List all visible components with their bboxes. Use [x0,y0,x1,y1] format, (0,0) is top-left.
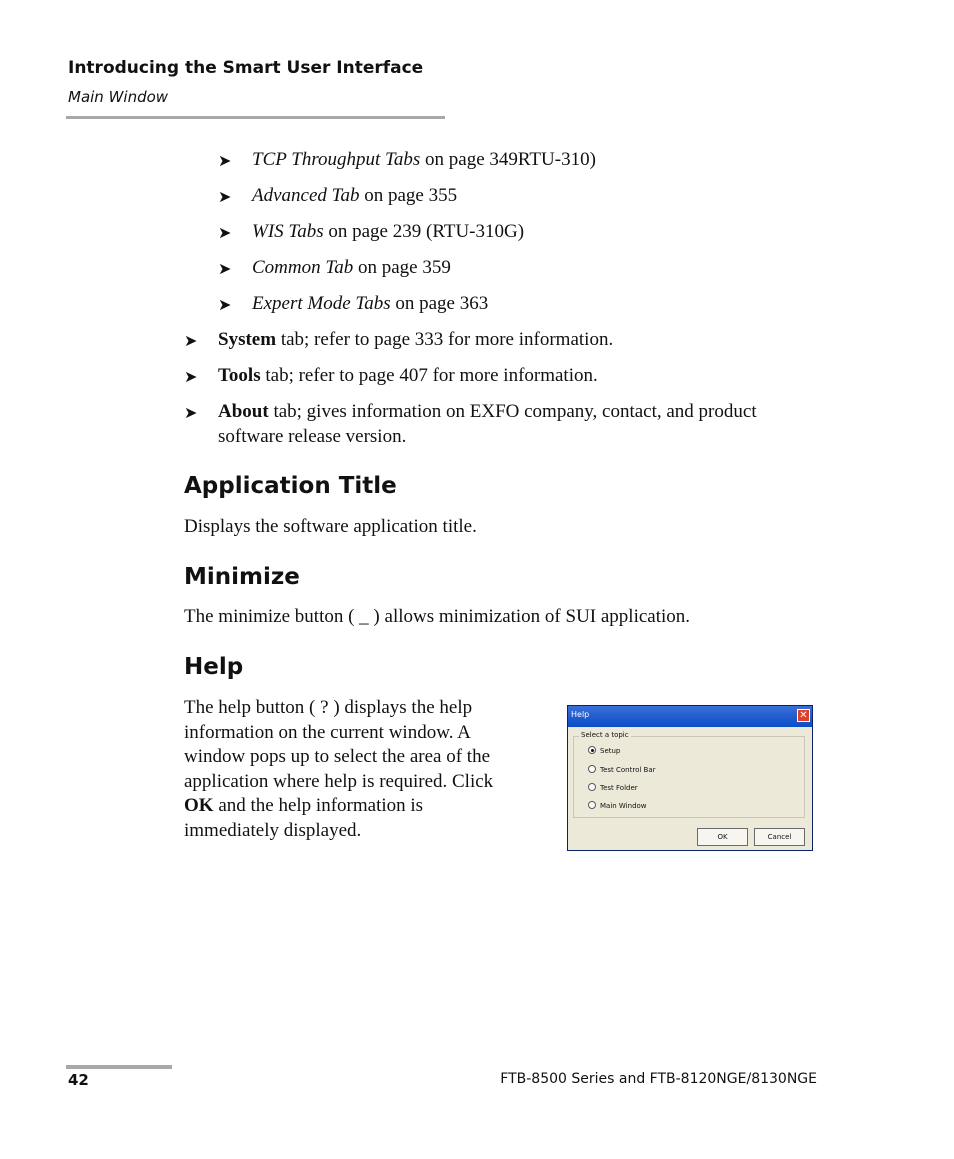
paragraph-line: information on the current window. A [184,721,471,743]
footer-rule [66,1065,172,1069]
list-item-text: tab; refer to page 333 for more information. [276,329,614,350]
bullet-arrow-icon: ➤ [218,151,232,170]
group-label: Select a topic [581,731,629,739]
paragraph-line: window pops up to select the area of the [184,746,491,768]
section-heading-application-title: Application Title [184,473,397,499]
help-paragraph [184,696,493,844]
radio-option-test-folder[interactable]: Test Folder [588,783,638,792]
bullet-arrow-icon: ➤ [184,331,198,350]
paragraph-line: The help button ( ? ) displays the help [184,697,473,718]
dialog-title: Help [571,710,590,719]
paragraph-line: immediately displayed. [184,819,362,841]
running-header-title: Introducing the Smart User Interface [68,58,424,78]
tab-name: Tools [218,365,261,386]
list-item-text: on page 359 [353,257,451,278]
section-body: The minimize button ( _ ) allows minimization of SUI application. [184,606,691,627]
paragraph-line: application where help is required. Click [184,770,494,792]
bullet-arrow-icon: ➤ [218,187,232,206]
list-item-text: on page 349RTU-310) [420,149,596,170]
list-item-text: tab; refer to page 407 for more information. [260,365,598,386]
radio-option-test-control-bar[interactable]: Test Control Bar [588,765,656,774]
xref-link[interactable]: WIS Tabs [252,221,324,242]
page-number: 42 [68,1071,89,1089]
list-item-text: on page 239 (RTU-310G) [323,221,525,242]
bullet-arrow-icon: ➤ [184,403,198,422]
xref-link[interactable]: Common Tab [252,257,354,278]
list-item-text: on page 355 [359,185,458,206]
dialog-titlebar [568,706,812,727]
cancel-button[interactable]: Cancel [754,828,805,846]
radio-selected-icon[interactable] [588,746,596,754]
bullet-arrow-icon: ➤ [218,295,232,314]
xref-link[interactable]: TCP Throughput Tabs [252,149,421,170]
help-dialog [567,705,813,851]
xref-link[interactable]: Expert Mode Tabs [252,293,391,314]
tab-name: About [218,401,269,422]
list-item-continuation: software release version. [218,426,407,447]
bullet-arrow-icon: ➤ [218,259,232,278]
radio-option-setup[interactable]: Setup [588,746,620,755]
paragraph-line: OK and the help information is [184,795,424,817]
ok-emphasis: OK [184,795,214,817]
topic-group [573,731,805,818]
tab-name: System [218,329,277,350]
ok-button[interactable]: OK [697,828,748,846]
radio-icon[interactable] [588,765,596,773]
section-heading-help: Help [184,654,244,680]
running-header-subtitle: Main Window [68,88,169,106]
radio-icon[interactable] [588,783,596,791]
bullet-arrow-icon: ➤ [184,367,198,386]
section-heading-minimize: Minimize [184,564,300,590]
xref-link[interactable]: Advanced Tab [252,185,360,206]
footer-product: FTB-8500 Series and FTB-8120NGE/8130NGE [500,1071,817,1087]
radio-icon[interactable] [588,801,596,809]
list-item-text: on page 363 [390,293,489,314]
radio-option-main-window[interactable]: Main Window [588,801,647,810]
list-item-text: tab; gives information on EXFO company, contact, and product [268,401,757,422]
close-icon[interactable]: ✕ [797,709,810,722]
header-rule [66,116,445,119]
bullet-arrow-icon: ➤ [218,223,232,242]
section-body: Displays the software application title. [184,516,477,537]
